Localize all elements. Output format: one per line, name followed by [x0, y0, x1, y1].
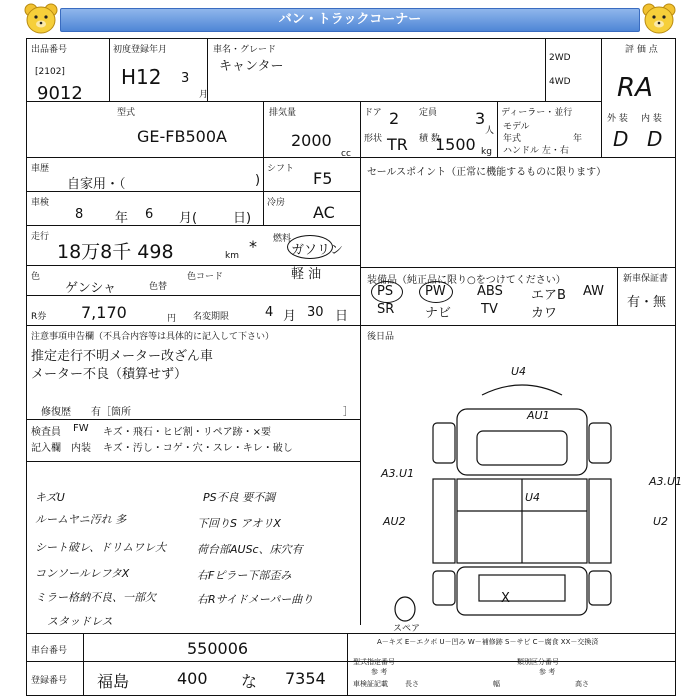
ac-label: 冷房 [267, 198, 286, 208]
inspector-label1: 検査員 [31, 427, 61, 438]
plate-kana: な [241, 672, 258, 691]
ext-label: 外 装 [607, 114, 628, 124]
equip-tv: TV [481, 302, 498, 317]
diagram-u2: U2 [653, 515, 669, 528]
mileage-star: * [249, 237, 257, 256]
expiry-d: 日 [335, 309, 349, 324]
comment-5: ミラー格納不良、一部欠 [35, 591, 156, 604]
handle-label: ハンドル 左・右 [503, 146, 569, 156]
equipment-label: 装備品（純正品に限り○をつけてください） [367, 275, 566, 286]
warranty-value: 有・無 [627, 295, 667, 310]
expiry-label: 名変期限 [193, 312, 230, 322]
comment2-3: 荷台部AUSc、床穴有 [197, 543, 303, 556]
drive-4wd: 4WD [549, 77, 571, 87]
displacement-unit: cc [341, 149, 351, 159]
diagram-a3u1-right: A3.U1 [649, 475, 683, 488]
warranty-label: 新車保証書 [623, 274, 669, 284]
fuel-gas: ガソリン [291, 243, 344, 258]
ref1-label: 参 考 [371, 668, 388, 676]
plate-region: 福島 [97, 672, 130, 691]
equip-pw: PW [425, 284, 446, 299]
inspector-int: 内装 [71, 443, 91, 454]
inspection-y: 年 [115, 211, 129, 226]
color-value: ゲンシャ [65, 281, 117, 296]
car-name-label: 車名・グレード [213, 45, 277, 55]
color-code-label: 色コード [187, 272, 224, 282]
shape-label: 形状 [364, 134, 383, 144]
inspector-fw: FW [73, 423, 89, 434]
equip-abs: ABS [477, 284, 503, 299]
fuel-circle-mark [287, 235, 333, 259]
equip-sr: SR [377, 302, 395, 317]
diagram-u4-top: U4 [511, 365, 527, 378]
recycle-value: 7,170 [81, 303, 127, 322]
mileage-label: 走行 [31, 232, 50, 242]
lot-sub: [2102] [35, 67, 65, 77]
doors-label: ドア [364, 108, 382, 118]
comment-3: シート破レ、ドリムワレ大 [35, 541, 167, 554]
auction-sheet [26, 38, 683, 696]
fuel-diesel: 軽 油 [291, 267, 322, 282]
notes-line2: メーター不良（積算せず） [31, 367, 188, 382]
comment2-2: 下回りS アオリX [197, 517, 281, 530]
model-label: 型式 [117, 108, 136, 118]
load-unit: kg [481, 147, 492, 157]
diagram-spare: スペア [393, 624, 421, 634]
notes-line1: 推定走行不明メーター改ざん車 [31, 349, 214, 364]
first-reg-unit: 月 [199, 90, 209, 100]
repair-history: 修復歴 有［箇所 [41, 407, 131, 418]
year-label: 年式 [503, 134, 522, 144]
equip-aw: AW [583, 284, 605, 299]
plate-num1: 400 [177, 669, 208, 688]
diagram-a3u1-left: A3.U1 [381, 467, 415, 480]
comment-1: キズU [35, 491, 65, 504]
bear-mascot-icon [640, 2, 678, 36]
int-label: 内 装 [641, 114, 662, 124]
mileage-unit: km [225, 251, 239, 261]
history-value: 自家用・（ [67, 177, 126, 192]
ref2-label: 参 考 [539, 668, 556, 676]
inspection-label: 車検 [31, 198, 50, 208]
mileage-value: 18万8千 498 [57, 241, 174, 263]
load-value: 1500 [435, 135, 476, 154]
sales-point-label: セールスポイント（正常に機能するものに限ります） [367, 167, 607, 178]
header-title: バン・トラックコーナー [60, 8, 640, 32]
expiry-day: 30 [307, 305, 324, 320]
drive-2wd: 2WD [549, 53, 571, 63]
history-label: 車歴 [31, 164, 50, 174]
comment-6: スタッドレス [47, 615, 113, 628]
first-reg-label: 初度登録年月 [113, 45, 168, 55]
comment2-5: 右Rサイドメーパー曲り [197, 593, 314, 606]
equip-ps: PS [377, 284, 394, 299]
car-name: キャンター [219, 59, 284, 74]
displacement-value: 2000 [291, 131, 332, 150]
bear-mascot-icon [22, 2, 60, 36]
damage-legend: A－キズ E－エクボ U－凹み W－補修跡 S－サビ C－腐食 XX－交換済 [377, 638, 599, 646]
model-value: GE-FB500A [137, 127, 227, 146]
equip-ps-circle [371, 281, 403, 303]
ext-grade: D [613, 127, 629, 151]
grade-value: RA [617, 73, 653, 103]
recycle-unit: 円 [167, 314, 177, 324]
int-grade: D [647, 127, 663, 151]
inspection-day: 日) [233, 211, 252, 226]
year-unit: 年 [573, 134, 583, 144]
shape-value: TR [387, 135, 408, 154]
size-label: 車検証記載 [353, 680, 388, 688]
plate-label: 登録番号 [31, 676, 68, 686]
recycle-label: R券 [31, 312, 47, 322]
ac-value: AC [313, 203, 335, 222]
inspection-year: 8 [75, 207, 84, 222]
inspection-m: 月( [179, 211, 198, 226]
inspector-ext-items: キズ・飛石・ヒビ割・リペア跡・×要 [103, 427, 271, 438]
equip-leather: カワ [531, 306, 558, 321]
rear-seat-label: 後日品 [367, 332, 395, 342]
equip-pw-circle [419, 281, 453, 303]
capacity-unit: 人 [485, 126, 495, 136]
comment2-1: PS不良 要不調 [203, 491, 276, 504]
inspector-int-items: キズ・汚し・コゲ・穴・スレ・キレ・破し [103, 443, 293, 454]
comment-2: ルームヤニ汚れ 多 [35, 513, 127, 526]
inspection-month: 6 [145, 207, 154, 222]
shift-value: F5 [313, 169, 333, 188]
displacement-label: 排気量 [269, 108, 297, 118]
length-label: 長さ [405, 680, 419, 688]
inspector-label2: 記入欄 [31, 443, 61, 454]
capacity-label: 定員 [419, 108, 438, 118]
first-reg-era: H12 [121, 65, 162, 89]
lot-number: 9012 [37, 83, 83, 104]
first-reg-month: 3 [181, 71, 190, 86]
color-change-label: 色替 [149, 282, 168, 292]
vehicle-diagram [387, 361, 657, 631]
height-label: 高さ [575, 680, 589, 688]
fuel-label: 燃料 [273, 234, 292, 244]
comment2-4: 右Fピラー下部歪み [197, 569, 292, 582]
expiry-month: 4 [265, 305, 274, 320]
diagram-u4-mid: U4 [525, 491, 541, 504]
model-no-label: 型式指定番号 [353, 658, 395, 666]
load-label: 積 数 [419, 134, 440, 144]
class-no-label: 類別区分番号 [517, 658, 559, 666]
color-label: 色 [31, 272, 41, 282]
header [0, 0, 700, 38]
shift-label: シフト [267, 164, 295, 174]
dealer-label: ディーラー・並行 [501, 108, 573, 118]
chassis-label: 車台番号 [31, 646, 68, 656]
comment-4: コンソールレフタX [35, 567, 130, 580]
plate-num2: 7354 [285, 669, 326, 688]
width-label: 幅 [493, 680, 500, 688]
diagram-au1: AU1 [527, 409, 550, 422]
doors-value: 2 [389, 109, 400, 128]
capacity-value: 3 [475, 109, 486, 128]
expiry-m: 月 [283, 309, 297, 324]
repair-close: ］ [343, 407, 353, 418]
equip-navi: ナビ [425, 306, 452, 321]
history-close: ) [255, 173, 261, 188]
equip-airbag: エアB [531, 288, 566, 303]
chassis-value: 550006 [187, 639, 249, 658]
notes-label: 注意事項申告欄（不具合内容等は具体的に記入して下さい） [31, 332, 275, 342]
grade-label: 評 価 点 [625, 45, 658, 55]
lot-label: 出品番号 [31, 45, 68, 55]
diagram-au2: AU2 [383, 515, 406, 528]
diagram-x: X [501, 591, 510, 606]
model-year-label: モデル [503, 122, 530, 132]
